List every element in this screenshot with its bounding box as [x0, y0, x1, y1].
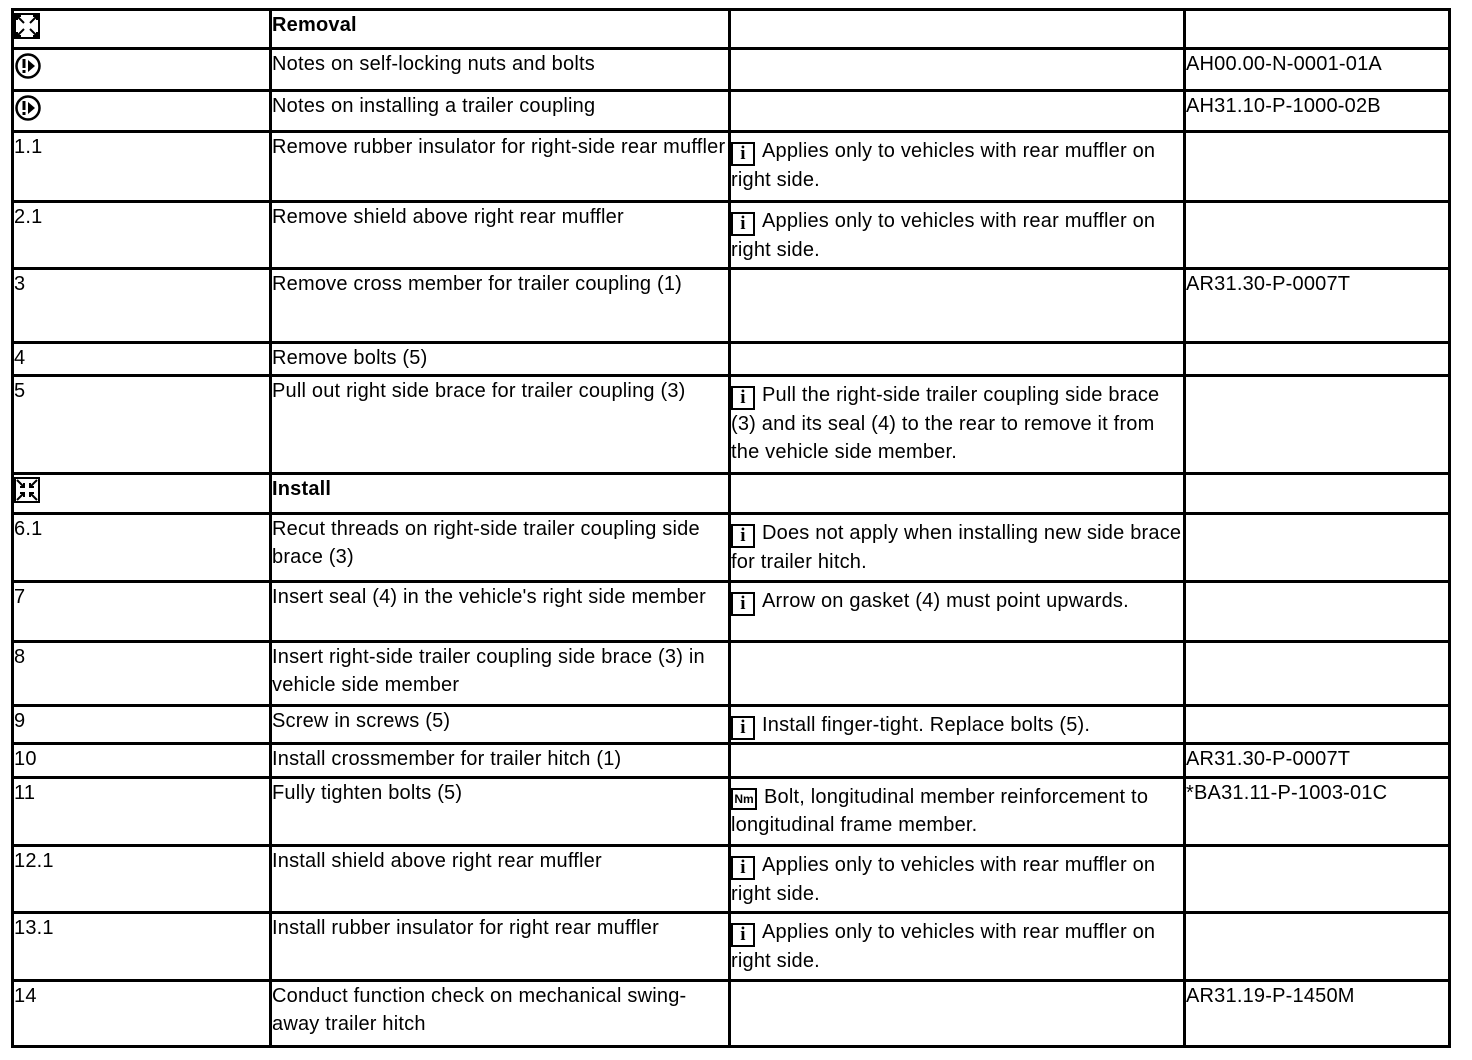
note-cell: [730, 10, 1185, 49]
action-text: Conduct function check on mechanical swing-away trailer hitch: [272, 985, 687, 1035]
action-text: Insert seal (4) in the vehicle's right side member: [272, 586, 706, 608]
action-cell: [271, 778, 730, 846]
action-text: Insert right-side trailer coupling side brace (3) in vehicle side member: [272, 646, 705, 696]
action-text: Notes on self-locking nuts and bolts: [272, 53, 595, 75]
note-text: Applies only to vehicles with rear muffler on right side.: [731, 854, 1156, 905]
collapse-icon: [14, 477, 40, 511]
action-cell: [271, 582, 730, 642]
action-cell: [271, 474, 730, 514]
step-cell: [13, 981, 271, 1047]
action-cell: [271, 706, 730, 744]
step-number: 7: [14, 586, 26, 608]
step-cell: [13, 202, 271, 269]
action-text: Install crossmember for trailer hitch (1): [272, 748, 622, 770]
action-cell: [271, 376, 730, 474]
step-number: 14: [14, 985, 37, 1007]
step-number: 13.1: [14, 917, 54, 939]
table-row: [13, 913, 1450, 981]
step-number: 11: [14, 782, 36, 804]
action-cell: [271, 514, 730, 582]
table-row: [13, 376, 1450, 474]
action-cell: [271, 269, 730, 343]
action-cell: [271, 744, 730, 778]
note-text: Install finger-tight. Replace bolts (5).: [762, 714, 1091, 736]
note-text: Applies only to vehicles with rear muffler on right side.: [731, 140, 1156, 191]
reference-cell: [1185, 642, 1450, 706]
step-number: 6.1: [14, 518, 43, 540]
action-text: Recut threads on right-side trailer coupling side brace (3): [272, 518, 700, 568]
note-cell: [730, 778, 1185, 846]
reference-cell: [1185, 706, 1450, 744]
reference-cell: [1185, 474, 1450, 514]
action-text: Remove bolts (5): [272, 347, 428, 369]
note-cell: [730, 49, 1185, 91]
document-reference[interactable]: *BA31.11-P-1003-01C: [1186, 782, 1388, 804]
table-row: [13, 474, 1450, 514]
document-reference[interactable]: AR31.19-P-1450M: [1186, 985, 1355, 1007]
step-number: 2.1: [14, 206, 43, 228]
step-cell: [13, 474, 271, 514]
info-icon: i: [731, 142, 755, 166]
note-text: Applies only to vehicles with rear muffler on right side.: [731, 210, 1156, 261]
notes-icon: [14, 52, 42, 88]
action-text: Install shield above right rear muffler: [272, 850, 602, 872]
document-reference[interactable]: AH31.10-P-1000-02B: [1186, 95, 1381, 117]
note-cell: [730, 91, 1185, 132]
note-cell: [730, 376, 1185, 474]
info-icon: i: [731, 212, 755, 236]
info-icon: i: [731, 716, 755, 740]
reference-cell: [1185, 91, 1450, 132]
table-row: [13, 514, 1450, 582]
reference-cell: [1185, 778, 1450, 846]
notes-icon: [14, 94, 42, 130]
step-number: 1.1: [14, 136, 43, 158]
step-cell: [13, 582, 271, 642]
reference-cell: [1185, 49, 1450, 91]
step-number: 12.1: [14, 850, 54, 872]
note-text: Does not apply when installing new side brace for trailer hitch.: [731, 522, 1182, 573]
table-row: [13, 49, 1450, 91]
action-cell: [271, 981, 730, 1047]
action-cell: [271, 642, 730, 706]
reference-cell: [1185, 10, 1450, 49]
info-icon: i: [731, 386, 755, 410]
note-cell: [730, 981, 1185, 1047]
step-cell: [13, 376, 271, 474]
action-cell: [271, 202, 730, 269]
action-cell: [271, 49, 730, 91]
step-cell: [13, 778, 271, 846]
action-text: Notes on installing a trailer coupling: [272, 95, 596, 117]
step-cell: [13, 49, 271, 91]
reference-cell: [1185, 744, 1450, 778]
action-text: Fully tighten bolts (5): [272, 782, 463, 804]
note-cell: [730, 582, 1185, 642]
table-row: [13, 10, 1450, 49]
reference-cell: [1185, 269, 1450, 343]
action-cell: [271, 132, 730, 202]
document-reference[interactable]: AR31.30-P-0007T: [1186, 748, 1351, 770]
step-number: 5: [14, 380, 26, 402]
note-cell: [730, 846, 1185, 913]
note-cell: [730, 744, 1185, 778]
action-cell: [271, 913, 730, 981]
table-row: [13, 269, 1450, 343]
table-row: [13, 582, 1450, 642]
step-cell: [13, 706, 271, 744]
step-cell: [13, 744, 271, 778]
procedure-table: [11, 8, 1451, 1048]
procedure-table-body: [13, 10, 1450, 1047]
note-cell: [730, 913, 1185, 981]
table-row: [13, 132, 1450, 202]
table-row: [13, 981, 1450, 1047]
reference-cell: [1185, 202, 1450, 269]
info-icon: i: [731, 923, 755, 947]
action-text: Remove cross member for trailer coupling (1): [272, 273, 683, 295]
step-number: 9: [14, 710, 26, 732]
table-row: [13, 778, 1450, 846]
note-text: Bolt, longitudinal member reinforcement to longitudinal frame member.: [731, 786, 1149, 836]
note-cell: [730, 642, 1185, 706]
reference-cell: [1185, 846, 1450, 913]
action-cell: [271, 343, 730, 376]
step-cell: [13, 913, 271, 981]
table-row: [13, 744, 1450, 778]
note-text: Applies only to vehicles with rear muffler on right side.: [731, 921, 1156, 972]
step-cell: [13, 642, 271, 706]
info-icon: i: [731, 592, 755, 616]
step-number: 4: [14, 347, 26, 369]
reference-cell: [1185, 376, 1450, 474]
table-row: [13, 846, 1450, 913]
reference-cell: [1185, 132, 1450, 202]
action-text: Pull out right side brace for trailer coupling (3): [272, 380, 686, 402]
action-text: Install rubber insulator for right rear muffler: [272, 917, 659, 939]
step-number: 8: [14, 646, 26, 668]
note-cell: [730, 269, 1185, 343]
reference-cell: [1185, 514, 1450, 582]
table-row: [13, 343, 1450, 376]
expand-icon: [14, 13, 40, 47]
step-cell: [13, 132, 271, 202]
note-cell: [730, 202, 1185, 269]
note-text: Arrow on gasket (4) must point upwards.: [762, 590, 1129, 612]
step-cell: [13, 343, 271, 376]
note-cell: [730, 514, 1185, 582]
section-heading: Install: [272, 478, 332, 500]
step-cell: [13, 846, 271, 913]
action-text: Remove shield above right rear muffler: [272, 206, 624, 228]
info-icon: i: [731, 856, 755, 880]
note-cell: [730, 706, 1185, 744]
note-cell: [730, 343, 1185, 376]
action-text: Screw in screws (5): [272, 710, 451, 732]
step-cell: [13, 10, 271, 49]
info-icon: i: [731, 524, 755, 548]
section-heading: Removal: [272, 14, 357, 36]
action-cell: [271, 846, 730, 913]
step-cell: [13, 514, 271, 582]
note-cell: [730, 132, 1185, 202]
note-text: Pull the right-side trailer coupling side brace (3) and its seal (4) to the rear to remove it from the vehicle side member.: [731, 384, 1160, 463]
reference-cell: [1185, 582, 1450, 642]
table-row: [13, 202, 1450, 269]
table-row: [13, 706, 1450, 744]
step-number: 3: [14, 273, 26, 295]
reference-cell: [1185, 913, 1450, 981]
table-row: [13, 91, 1450, 132]
note-cell: [730, 474, 1185, 514]
action-cell: [271, 91, 730, 132]
action-cell: [271, 10, 730, 49]
document-reference[interactable]: AH00.00-N-0001-01A: [1186, 53, 1382, 75]
action-text: Remove rubber insulator for right-side rear muffler: [272, 136, 726, 158]
step-number: 10: [14, 748, 37, 770]
reference-cell: [1185, 343, 1450, 376]
table-row: [13, 642, 1450, 706]
step-cell: [13, 91, 271, 132]
document-reference[interactable]: AR31.30-P-0007T: [1186, 273, 1351, 295]
nm-torque-icon: Nm: [731, 788, 757, 810]
step-cell: [13, 269, 271, 343]
reference-cell: [1185, 981, 1450, 1047]
